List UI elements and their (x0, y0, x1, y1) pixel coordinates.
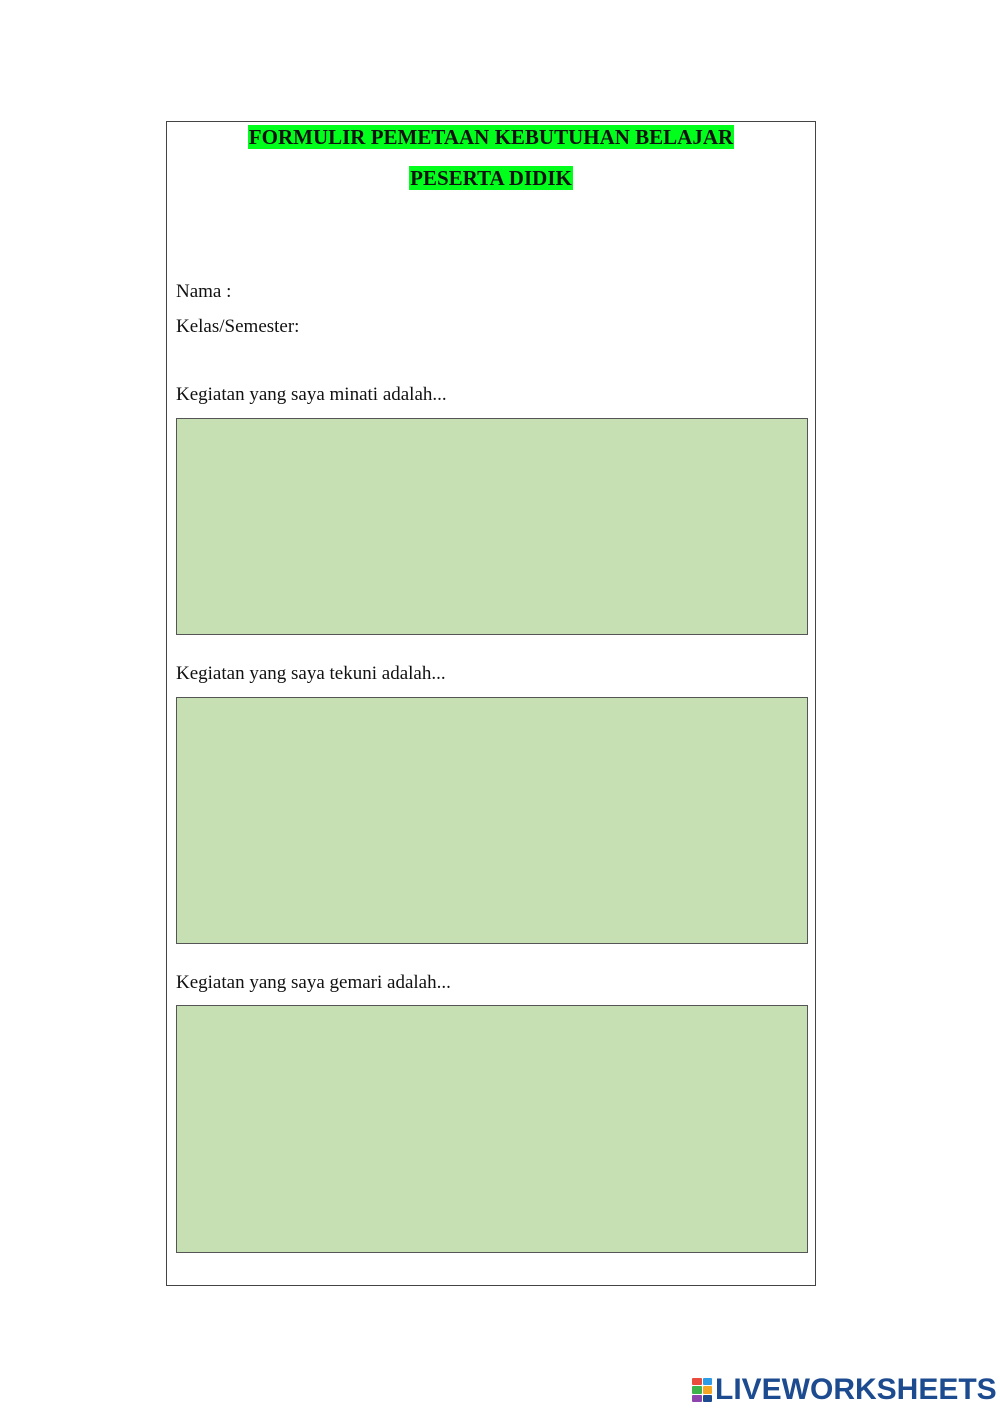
diligence-answer-box[interactable] (176, 697, 808, 944)
liveworksheets-brand (692, 1374, 997, 1406)
diligence-prompt: Kegiatan yang saya tekuni adalah... (176, 663, 446, 684)
hobby-answer-box[interactable] (176, 1005, 808, 1253)
worksheet-frame (166, 121, 816, 1286)
form-title-line-2 (167, 165, 815, 191)
form-title-line-1-text: FORMULIR PEMETAAN KEBUTUHAN BELAJAR (248, 125, 734, 149)
name-label: Nama : (176, 281, 232, 302)
interest-answer-box[interactable] (176, 418, 808, 635)
hobby-prompt: Kegiatan yang saya gemari adalah... (176, 972, 451, 993)
liveworksheets-logo-icon (692, 1378, 712, 1402)
form-title-line-2-text: PESERTA DIDIK (410, 166, 572, 190)
class-semester-label: Kelas/Semester: (176, 316, 300, 337)
interest-prompt: Kegiatan yang saya minati adalah... (176, 384, 447, 405)
brand-name: LIVEWORKSHEETS (715, 1373, 997, 1406)
form-title-line-1 (167, 124, 815, 150)
